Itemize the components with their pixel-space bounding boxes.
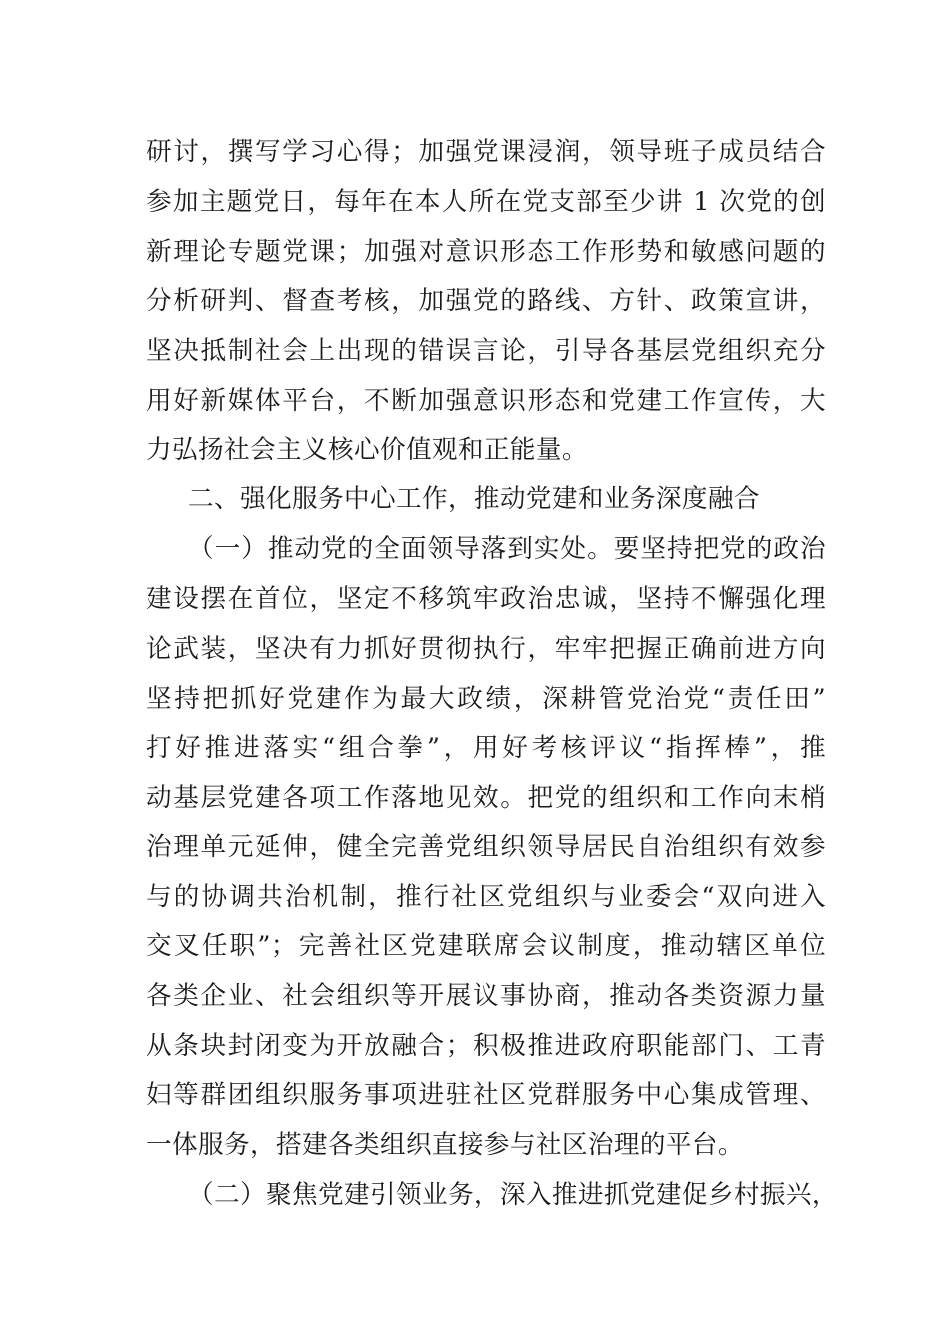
body-line: 从条块封闭变为开放融合；积极推进政府职能部门、工青: [146, 1031, 826, 1061]
body-line: 分析研判、督查考核，加强党的路线、方针、政策宣讲，: [146, 286, 826, 316]
section-heading: 二、强化服务中心工作，推动党建和业务深度融合: [188, 484, 760, 514]
body-line: 建设摆在首位，坚定不移筑牢政治忠诚，坚持不懈强化理: [146, 584, 826, 614]
body-line: 力弘扬社会主义核心价值观和正能量。: [146, 435, 588, 465]
body-line: 坚持把抓好党建作为最大政绩，深耕管党治党“责任田”: [146, 684, 826, 714]
body-line: 交叉任职”；完善社区党建联席会议制度，推动辖区单位: [146, 931, 826, 961]
body-line: 论武装，坚决有力抓好贯彻执行，牢牢把握正确前进方向: [146, 634, 826, 664]
body-line: 参加主题党日，每年在本人所在党支部至少讲 1 次党的创: [146, 187, 826, 217]
subsection-heading-line: （一）推动党的全面领导落到实处。要坚持把党的政治: [188, 534, 826, 564]
body-line: 与的协调共治机制，推行社区党组织与业委会“双向进入: [146, 882, 826, 912]
body-line: 一体服务，搭建各类组织直接参与社区治理的平台。: [146, 1130, 744, 1160]
body-line: 用好新媒体平台，不断加强意识形态和党建工作宣传，大: [146, 386, 826, 416]
body-line: 治理单元延伸，健全完善党组织领导居民自治组织有效参: [146, 832, 826, 862]
body-line: 新理论专题党课；加强对意识形态工作形势和敏感问题的: [146, 237, 826, 267]
body-line: 打好推进落实“组合拳”，用好考核评议“指挥棒”，推: [146, 733, 826, 763]
subsection-heading-line: （二）聚焦党建引领业务，深入推进抓党建促乡村振兴，: [188, 1180, 838, 1210]
body-line: 妇等群团组织服务事项进驻社区党群服务中心集成管理、: [146, 1080, 826, 1110]
body-line: 动基层党建各项工作落地见效。把党的组织和工作向末梢: [146, 783, 826, 813]
body-line: 坚决抵制社会上出现的错误言论，引导各基层党组织充分: [146, 336, 826, 366]
body-line: 研讨，撰写学习心得；加强党课浸润，领导班子成员结合: [146, 137, 826, 167]
body-line: 各类企业、社会组织等开展议事协商，推动各类资源力量: [146, 981, 826, 1011]
